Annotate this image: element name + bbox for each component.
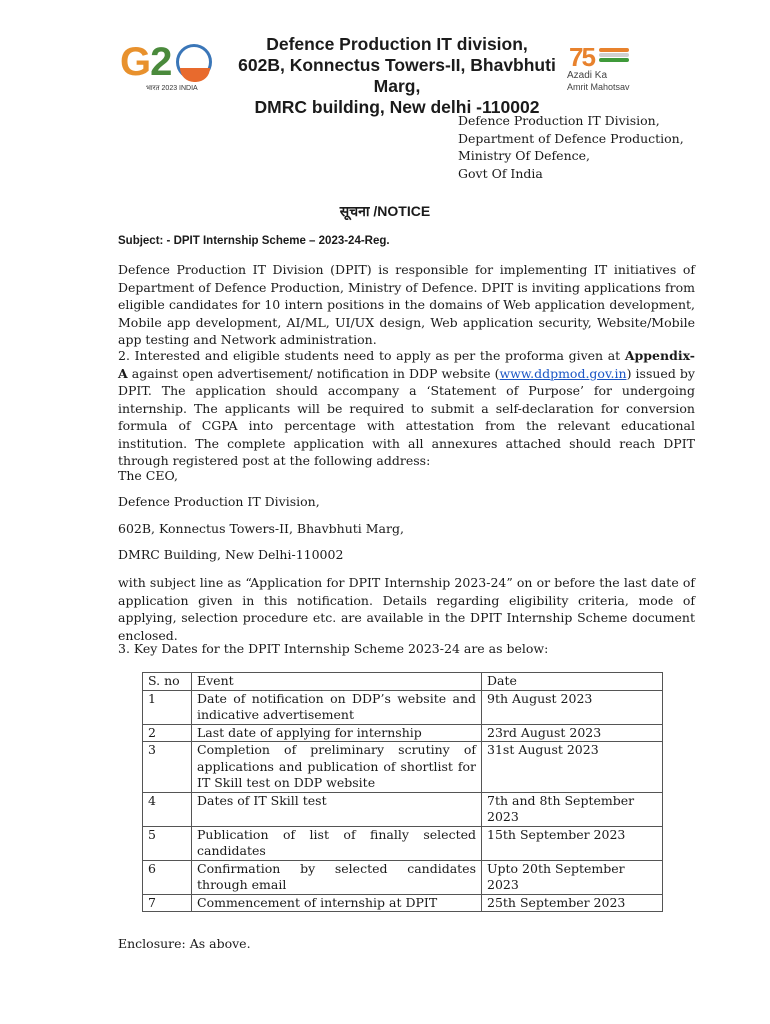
subject-line: Subject: - DPIT Internship Scheme – 2023-24-Reg. (118, 235, 390, 247)
paragraph-2-part-1: 2. Interested and eligible students need to apply as per the proforma given at (118, 348, 625, 363)
azadi-line-1: Azadi Ka (567, 70, 608, 81)
body-paragraph-2 (118, 347, 695, 470)
table-row (143, 860, 663, 894)
notice-title: सूचना /NOTICE (339, 203, 431, 219)
table-row (143, 826, 663, 860)
body-paragraph-1 (118, 261, 695, 349)
table-header-cell: Event (192, 673, 482, 691)
table-row (143, 724, 663, 742)
paragraph-2-part-2: against open advertisement/ notification in DDP website ( (127, 365, 500, 381)
table-cell: Upto 20th September 2023 (482, 860, 663, 894)
azadi-75-text: 75 (569, 42, 594, 72)
table-header-cell: S. no (143, 673, 192, 691)
table-cell: Dates of IT Skill test (192, 792, 482, 826)
table-cell: Date of notification on DDP’s website and indicative advertisement (192, 690, 482, 724)
paragraph-2-part-3: ) issued by DPIT. The application should accompany a ‘Statement of Purpose’ for undergoing internship. The applicants will be required to submit a self-declaration for conversion formula of CGPA into percentage with attestation from the relevant educational institution. The complete application with all annexures attached should reach DPIT through registered post at the following address: (118, 365, 695, 468)
recipient-line-4: DMRC Building, New Delhi-110002 (118, 547, 344, 562)
recipient-line-3: 602B, Konnectus Towers-II, Bhavbhuti Marg, (118, 521, 404, 536)
table-row (143, 894, 663, 912)
paragraph-1-text: Defence Production IT Division (DPIT) is responsible for implementing IT initiatives of Department of Defence Production, Ministry of Defence. DPIT is inviting applications from eligible candidates for 10 intern positions in the domains of Web application development, Mobile app development, AI/ML, UI/UX design, Web application security, Website/Mobile app testing and Network administration. (118, 262, 695, 347)
table-cell: Last date of applying for internship (192, 724, 482, 742)
azadi-line-2: Amrit Mahotsav (567, 82, 630, 92)
ddp-website-link[interactable]: www.ddpmod.gov.in (499, 365, 627, 381)
table-row (143, 690, 663, 724)
table-cell: 4 (143, 792, 192, 826)
paragraph-3-text: with subject line as “Application for DPIT Internship 2023-24” on or before the last date of application given in this notification. Details regarding eligibility criteria, mode of applying, selection procedure etc. are available in the DPIT Internship Scheme document enclosed. (118, 575, 695, 643)
table-row (143, 792, 663, 826)
table-cell: 5 (143, 826, 192, 860)
office-header (232, 34, 562, 118)
table-cell: Commencement of internship at DPIT (192, 894, 482, 912)
header-line-1: Defence Production IT division, (266, 34, 528, 54)
table-cell: 2 (143, 724, 192, 742)
table-cell: 3 (143, 742, 192, 793)
azadi-ka-amrit-mahotsav-logo (565, 42, 655, 102)
table-cell: 7th and 8th September 2023 (482, 792, 663, 826)
g20-logo-text: G2 (120, 40, 172, 84)
address-line-2: Department of Defence Production, (458, 130, 684, 146)
table-cell: Confirmation by selected candidates through email (192, 860, 482, 894)
lotus-icon (180, 68, 210, 82)
table-cell: 1 (143, 690, 192, 724)
g20-subtitle: भारत 2023 INDIA (146, 85, 198, 92)
recipient-line-2: Defence Production IT Division, (118, 494, 320, 509)
table-cell: 31st August 2023 (482, 742, 663, 793)
key-dates-table-body (143, 673, 663, 912)
address-line-1: Defence Production IT Division, (458, 113, 660, 128)
header-line-2: 602B, Konnectus Towers-II, Bhavbhuti Marg, (238, 55, 556, 96)
table-header-cell: Date (482, 673, 663, 691)
table-cell: 25th September 2023 (482, 894, 663, 912)
key-dates-table (142, 672, 663, 912)
table-header-row (143, 673, 663, 691)
address-block (458, 112, 684, 182)
address-line-3: Ministry Of Defence, (458, 148, 591, 163)
tricolour-flag-icon (599, 48, 629, 62)
recipient-line-1: The CEO, (118, 468, 178, 483)
key-dates-intro: 3. Key Dates for the DPIT Internship Scheme 2023-24 are as below: (118, 641, 549, 656)
body-paragraph-3 (118, 574, 695, 644)
table-cell: 9th August 2023 (482, 690, 663, 724)
enclosure-note: Enclosure: As above. (118, 936, 251, 951)
address-line-4: Govt Of India (458, 165, 543, 181)
table-cell: Completion of preliminary scrutiny of applications and publication of shortlist for IT Skill test on DDP website (192, 742, 482, 793)
table-cell: 6 (143, 860, 192, 894)
table-cell: 23rd August 2023 (482, 724, 663, 742)
table-cell: 7 (143, 894, 192, 912)
appendix-a-label: Appendix-A (118, 348, 695, 381)
table-cell: Publication of list of finally selected candidates (192, 826, 482, 860)
table-cell: 15th September 2023 (482, 826, 663, 860)
table-row (143, 742, 663, 793)
g20-logo (118, 38, 218, 96)
header-line-3: DMRC building, New delhi -110002 (254, 97, 540, 117)
